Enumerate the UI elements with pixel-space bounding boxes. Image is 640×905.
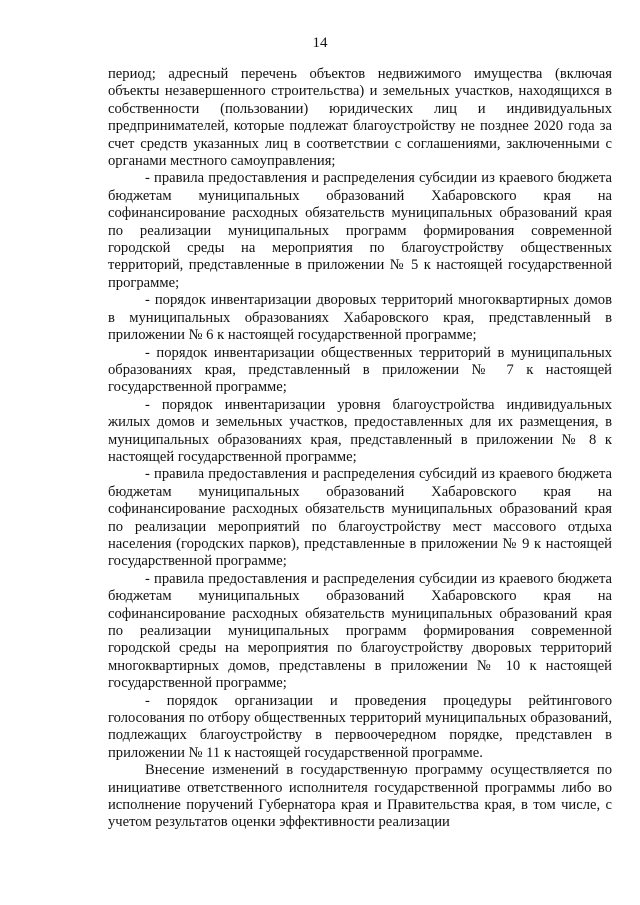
list-item-subsidy-rules-public-territories: - правила предоставления и распределения субсидии из краевого бюджета бюджетам муниципальных образований Хабаровского края на софинансирование расходных обязательств муниципальных образований края по реализации муниципальных программ формирования современной городской среды на мероприятия по благоустройству общественных территорий, представленные в приложении № 5 к настоящей государственной программе; (108, 170, 612, 291)
list-item-subsidy-rules-parks: - правила предоставления и распределения субсидий из краевого бюджета бюджетам муниципальных образований Хабаровского края на софинансирование расходных обязательств муниципальных образований края по реализации мероприятий по благоустройству мест массового отдыха населения (городских парков), представленные в приложении № 9 к настоящей государственной программе; (108, 466, 612, 570)
list-item-rating-voting-procedure: - порядок организации и проведения процедуры рейтингового голосования по отбору общественных территорий муниципальных образований, подлежащих благоустройству в первоочередном порядке, представлен в приложении № 11 к настоящей государственной программе. (108, 692, 612, 761)
list-item-inventory-public-territories: - порядок инвентаризации общественных территорий в муниципальных образованиях края, представленный в приложении № 7 к настоящей государственной программе; (108, 344, 612, 396)
list-item-inventory-individual-houses: - порядок инвентаризации уровня благоустройства индивидуальных жилых домов и земельных участков, предоставленных для их размещения, в муниципальных образованиях края, представленный в приложении № 8 к настоящей государственной программе; (108, 396, 612, 465)
page-number: 14 (312, 35, 328, 51)
document-body (108, 66, 612, 832)
paragraph-program-changes: Внесение изменений в государственную программу осуществляется по инициативе ответственного исполнителя государственной программы либо во исполнение поручений Губернатора края и Правительства края, в том числе, с учетом результатов оценки эффективности реализации (108, 762, 612, 831)
list-item-subsidy-rules-yard-territories: - правила предоставления и распределения субсидии из краевого бюджета бюджетам муниципальных образований Хабаровского края на софинансирование расходных обязательств муниципальных образований края по реализации муниципальных программ формирования современной городской среды на мероприятия по благоустройству дворовых территорий многоквартирных домов, представлены в приложении № 10 к настоящей государственной программе; (108, 570, 612, 692)
paragraph-continuation: период; адресный перечень объектов недвижимого имущества (включая объекты незавершенного строительства) и земельных участков, находящихся в собственности (пользовании) юридических лиц и индивидуальных предпринимателей, которые подлежат благоустройству не позднее 2020 года за счет средств указанных лиц в соответствии с соглашениями, заключенными с органами местного самоуправления; (108, 66, 612, 170)
list-item-inventory-yard-territories: - порядок инвентаризации дворовых территорий многоквартирных домов в муниципальных образованиях Хабаровского края, представленный в приложении № 6 к настоящей государственной программе; (108, 292, 612, 344)
